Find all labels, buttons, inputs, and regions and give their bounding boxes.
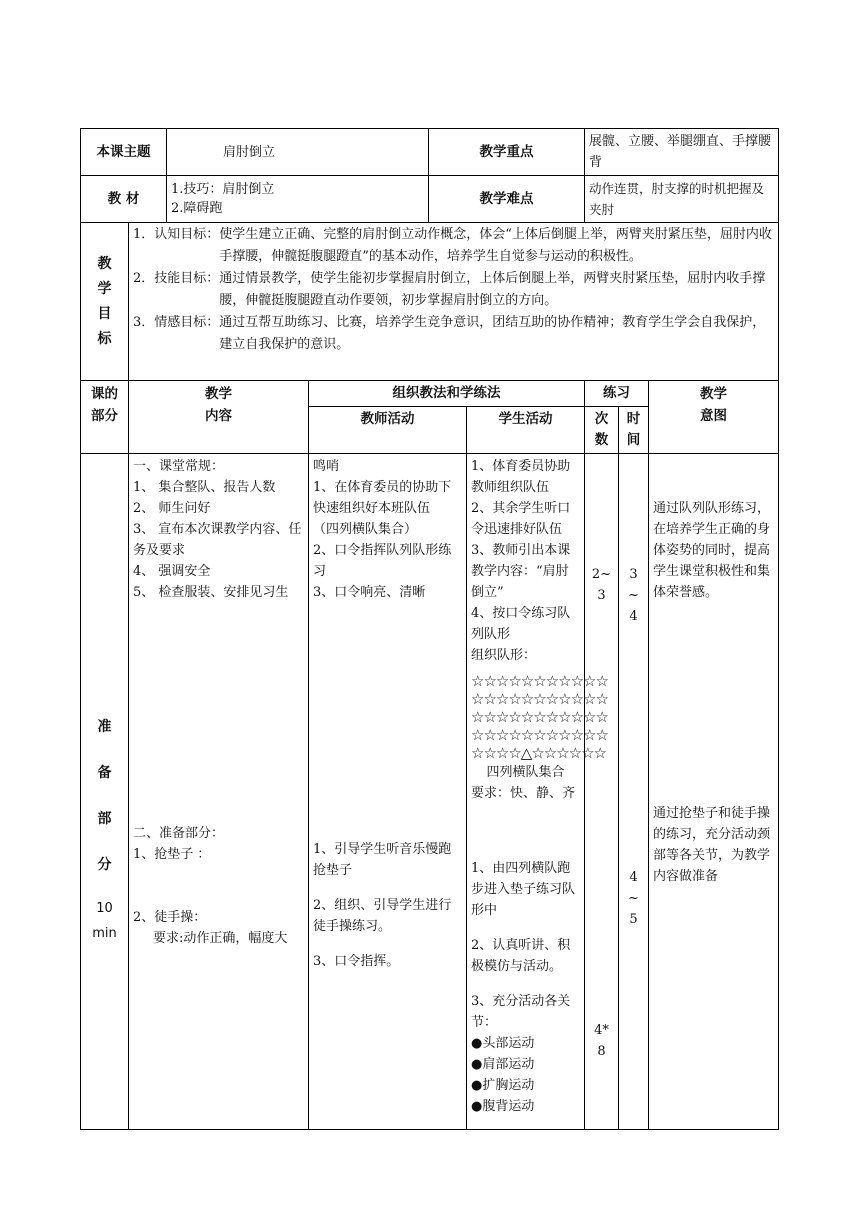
col-teacher: 教师活动	[309, 407, 467, 454]
section-label: 准 备 部 分 10 min	[81, 454, 129, 1130]
time-cell: 3 ~ 4 4 ~ 5	[619, 454, 649, 1130]
difficulty-label: 教学难点	[429, 176, 585, 223]
objective-item: 3．情感目标： 通过互帮互助练习、比赛，培养学生竞争意识，团结互助的协作精神；教育学生学会自我保护，建立自我保护的意识。	[133, 315, 766, 352]
objective-item: 1．认知目标： 使学生建立正确、完整的肩肘倒立动作概念，体会“上体后倒腿上举，两臂夹肘紧压垫，屈肘内收手撑腰，伸髋挺腹腿蹬直”的基本动作，培养学生自觉参与运动的积极性。	[133, 227, 772, 264]
col-method: 组织教法和学练法	[309, 381, 585, 407]
formation-require: 要求：快、静、齐	[471, 786, 576, 801]
lesson-table	[80, 128, 779, 1130]
objective-item: 2．技能目标： 通过情景教学，使学生能初步掌握肩肘倒立，上体后倒腿上举，两臂夹肘紧压垫，屈肘内收手撑腰，伸髋挺腹腿蹬直动作要领，初步掌握肩肘倒立的方向。	[133, 271, 766, 308]
topic-label: 本课主题	[81, 129, 167, 176]
material-list	[167, 176, 429, 223]
lesson-plan	[80, 128, 778, 1130]
col-student: 学生活动	[467, 407, 585, 454]
col-practice: 练习	[585, 381, 649, 407]
teacher-cell: 鸣哨 1、在体育委员的协助下快速组织好本班队伍 （四列横队集合） 2、口令指挥队列队形练习 3、口令响亮、清晰 1、引导学生听音乐慢跑抢垫子 2、组织、引导学生进行徒手操练习。 3、口令指挥。	[309, 454, 467, 1130]
col-content: 教学 内容	[129, 381, 309, 454]
topic-value: 肩肘倒立	[167, 129, 429, 176]
col-part: 课的 部分	[81, 381, 129, 454]
intent-cell	[649, 454, 779, 1130]
material-item: 1.技巧：肩肘倒立	[171, 182, 275, 197]
difficulty-value: 动作连贯，肘支撑的时机把握及夹肘	[585, 176, 779, 223]
col-count: 次 数	[585, 407, 619, 454]
material-item: 2.障碍跑	[171, 201, 223, 216]
section-duration: 10 min	[92, 901, 117, 941]
col-time: 时 间	[619, 407, 649, 454]
count-cell: 2~ 3 4* 8	[585, 454, 619, 1130]
student-cell: 1、体育委员协助教师组织队伍 2、其余学生听口令迅速排好队伍 3、教师引出本课教学内容：“肩肘倒立” 4、按口令练习队列队形 组织队形： ☆☆☆☆☆☆☆☆☆☆☆ ☆☆☆☆☆☆☆☆☆☆☆ ☆☆☆☆☆☆☆☆☆☆☆ ☆☆☆☆☆☆☆☆☆☆☆ ☆☆☆☆△☆☆☆☆☆☆ 四列横队集合 要求：快、静、齐 1、由四列横队跑步进入垫子练习队形中 2、认真听讲、积极模仿与活动。 3、充分活动各关节： ●头部运动 ●肩部运动 ●扩胸运动 ●腹背运动	[467, 454, 585, 1130]
focus-label: 教学重点	[429, 129, 585, 176]
formation-caption: 四列横队集合	[486, 765, 565, 780]
routine-intent: 通过队列队形练习，在培养学生正确的身体姿势的同时，提高学生课堂积极性和集体荣誉感。	[653, 501, 771, 600]
material-label: 教 材	[81, 176, 167, 223]
col-intent: 教学 意图	[649, 381, 779, 454]
objectives-label: 教 学 目 标	[81, 223, 129, 381]
content-cell: 一、课堂常规： 1、 集合整队、报告人数 2、 师生问好 3、 宣布本次课教学内容、任务及要求 4、 强调安全 5、 检查服装、安排见习生 二、准备部分： 1、抢垫子 ： 2、徒手操： 要求:动作正确，幅度大	[129, 454, 309, 1130]
objectives-list	[129, 223, 779, 381]
focus-value: 展髋、立腰、举腿绷直、手撑腰背	[585, 129, 779, 176]
warmup-intent: 通过抢垫子和徒手操的练习，充分活动颈部等各关节，为教学内容做准备	[653, 806, 771, 884]
formation-diagram: ☆☆☆☆☆☆☆☆☆☆☆ ☆☆☆☆☆☆☆☆☆☆☆ ☆☆☆☆☆☆☆☆☆☆☆ ☆☆☆☆☆☆☆☆☆☆☆ ☆☆☆☆△☆☆☆☆☆☆	[471, 672, 608, 762]
